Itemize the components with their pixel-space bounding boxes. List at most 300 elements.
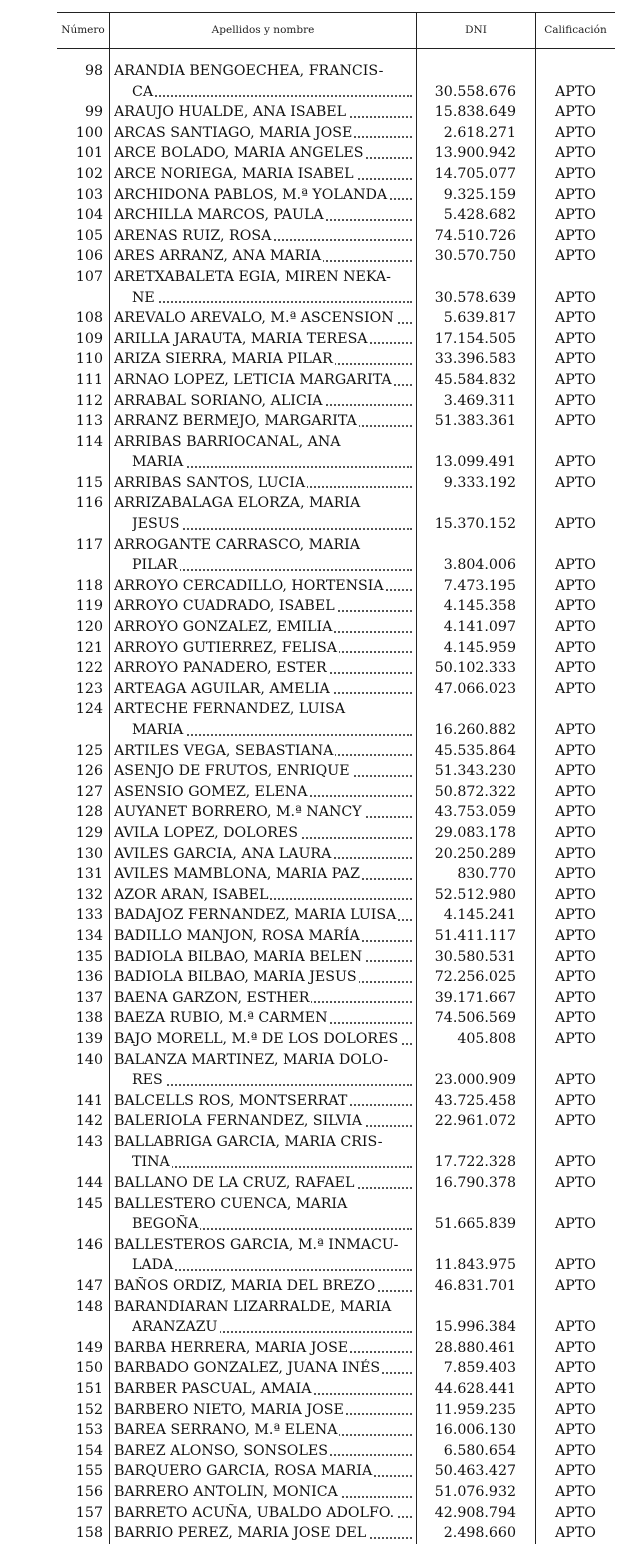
row-number: 150 <box>75 1360 103 1377</box>
name-line <box>0 535 637 556</box>
dni-value: 5.639.817 <box>443 310 516 327</box>
person-name: TINA <box>132 1154 170 1171</box>
table-row <box>0 1091 637 1112</box>
dni-value: 4.145.241 <box>443 907 516 924</box>
table-row <box>0 205 637 226</box>
row-number: 110 <box>75 351 103 368</box>
dni-value: 51.665.839 <box>434 1216 516 1233</box>
calificacion-value: APTO <box>555 227 596 244</box>
row-number: 106 <box>75 248 103 265</box>
dni-value: 23.000.909 <box>434 1072 516 1089</box>
table-row <box>0 1523 637 1544</box>
calificacion-value: APTO <box>555 207 596 224</box>
person-name: ARRIBAS SANTOS, LUCIA <box>114 474 306 491</box>
dni-value: 16.260.882 <box>434 722 516 738</box>
row-number: 151 <box>75 1381 103 1397</box>
table-row <box>0 864 637 885</box>
row-number: 140 <box>75 1051 103 1068</box>
person-name: ARCE BOLADO, MARIA ANGELES <box>114 145 364 162</box>
row-number: 141 <box>75 1092 103 1109</box>
row-number: 152 <box>75 1401 103 1418</box>
table-row <box>0 164 637 185</box>
person-name: ARRANZ BERMEJO, MARGARITA <box>114 413 357 430</box>
person-name: AVILES GARCIA, ANA LAURA <box>114 845 332 862</box>
table-row <box>0 1482 637 1503</box>
dni-value: 72.256.025 <box>434 969 516 986</box>
name-line <box>0 61 637 82</box>
row-number: 149 <box>75 1339 103 1356</box>
person-name: AUYANET BORRERO, M.ª NANCY <box>114 804 362 821</box>
dot-leader <box>132 301 412 303</box>
person-name: ARROYO GUTIERREZ, FELISA <box>114 639 338 656</box>
person-name: LADA <box>132 1257 174 1274</box>
table-row <box>0 102 637 123</box>
row-number: 115 <box>75 474 103 491</box>
row-number: 127 <box>75 783 103 800</box>
table-row <box>0 1050 637 1091</box>
calificacion-value: APTO <box>555 577 596 594</box>
row-number: 109 <box>75 330 103 347</box>
dni-value: 11.959.235 <box>434 1401 516 1418</box>
person-name: BARRERO ANTOLIN, MONICA <box>114 1483 338 1500</box>
calificacion-value: APTO <box>555 742 596 759</box>
table-row <box>0 1276 637 1297</box>
dot-leader <box>132 95 412 97</box>
row-number: 98 <box>84 63 103 79</box>
calificacion-value: APTO <box>555 1483 596 1500</box>
calificacion-value: APTO <box>555 557 596 574</box>
calificacion-value: APTO <box>555 763 596 780</box>
dni-value: 6.580.654 <box>443 1442 516 1459</box>
calificacion-value: APTO <box>555 330 596 347</box>
person-name: ARCHILLA MARCOS, PAULA <box>114 207 324 224</box>
table-row <box>0 576 637 597</box>
person-name: ARILLA JARAUTA, MARIA TERESA <box>114 330 368 347</box>
calificacion-value: APTO <box>555 1442 596 1459</box>
dni-value: 2.498.660 <box>443 1525 516 1542</box>
dni-value: 51.343.230 <box>434 763 516 780</box>
name-line <box>0 432 637 453</box>
table-row <box>0 1132 637 1173</box>
calificacion-value: APTO <box>555 145 596 162</box>
person-name: AVILA LOPEZ, DOLORES <box>114 824 298 841</box>
person-name: ARENAS RUIZ, ROSA <box>114 227 272 244</box>
person-name: ARTEAGA AGUILAR, AMELIA <box>114 680 330 697</box>
person-name: BADIOLA BILBAO, MARIA BELEN <box>114 948 363 965</box>
calificacion-value: APTO <box>555 1422 596 1439</box>
dni-value: 46.831.701 <box>434 1278 516 1295</box>
dni-value: 43.753.059 <box>434 804 516 821</box>
table-row <box>0 844 637 865</box>
dni-value: 11.843.975 <box>434 1257 516 1274</box>
person-name: ARROYO GONZALEZ, EMILIA <box>114 619 333 636</box>
person-name: ARAUJO HUALDE, ANA ISABEL <box>114 104 347 121</box>
row-number: 146 <box>75 1236 103 1253</box>
dni-value: 7.473.195 <box>443 577 516 594</box>
table-row <box>0 473 637 494</box>
header-calificacion: Calificación <box>544 24 607 36</box>
table-row <box>0 1400 637 1421</box>
calificacion-value: APTO <box>555 1072 596 1089</box>
calificacion-value: APTO <box>555 1113 596 1130</box>
dni-value: 33.396.583 <box>434 351 516 368</box>
row-number: 129 <box>75 824 103 841</box>
dni-value: 28.880.461 <box>434 1339 516 1356</box>
table-row <box>0 1111 637 1132</box>
person-name: MARIA <box>132 454 184 471</box>
person-name: BAÑOS ORDIZ, MARIA DEL BREZO <box>114 1278 376 1295</box>
table-row <box>0 638 637 659</box>
dni-value: 44.628.441 <box>434 1381 516 1397</box>
person-name: BEGOÑA <box>132 1216 199 1233</box>
person-name: AVILES MAMBLONA, MARIA PAZ <box>114 866 361 883</box>
dni-value: 7.859.403 <box>443 1360 516 1377</box>
name-line <box>0 699 637 720</box>
calificacion-value: APTO <box>555 1216 596 1233</box>
dni-value: 51.383.361 <box>434 413 516 430</box>
dni-value: 405.808 <box>457 1030 516 1047</box>
table-row <box>0 493 637 534</box>
dni-value: 50.463.427 <box>434 1463 516 1480</box>
person-name: ARRABAL SORIANO, ALICIA <box>114 392 323 409</box>
row-number: 134 <box>75 927 103 944</box>
dni-value: 51.411.117 <box>434 927 516 944</box>
row-number: 113 <box>75 413 103 430</box>
person-name: ARRIZABALAGA ELORZA, MARIA <box>114 495 361 512</box>
person-name: RES <box>132 1072 163 1089</box>
calificacion-value: APTO <box>555 516 596 533</box>
person-name: BARQUERO GARCIA, ROSA MARIA <box>114 1463 373 1480</box>
calificacion-value: APTO <box>555 310 596 327</box>
dni-value: 22.961.072 <box>434 1113 516 1130</box>
person-name: ARTECHE FERNANDEZ, LUISA <box>114 701 346 718</box>
table-row <box>0 1029 637 1050</box>
dni-value: 39.171.667 <box>434 989 516 1006</box>
table-row <box>0 596 637 617</box>
calificacion-value: APTO <box>555 289 596 306</box>
calificacion-value: APTO <box>555 371 596 388</box>
calificacion-value: APTO <box>555 413 596 430</box>
row-number: 136 <box>75 969 103 986</box>
person-name: BARRIO PEREZ, MARIA JOSE DEL <box>114 1525 367 1542</box>
calificacion-value: APTO <box>555 1010 596 1027</box>
person-name: PILAR <box>132 557 178 574</box>
dni-value: 50.872.322 <box>434 783 516 800</box>
calificacion-value: APTO <box>555 1092 596 1109</box>
table-row <box>0 1194 637 1235</box>
name-line <box>0 1132 637 1153</box>
row-number: 131 <box>75 866 103 883</box>
table-row <box>0 679 637 700</box>
row-number: 119 <box>75 598 103 615</box>
calificacion-value: APTO <box>555 969 596 986</box>
calificacion-value: APTO <box>555 598 596 615</box>
person-name: BADAJOZ FERNANDEZ, MARIA LUISA <box>114 907 397 924</box>
table-row <box>0 823 637 844</box>
table-row <box>0 432 637 473</box>
table-row <box>0 226 637 247</box>
table-row <box>0 617 637 638</box>
person-name: BALLESTERO CUENCA, MARIA <box>114 1195 348 1212</box>
row-number: 135 <box>75 948 103 965</box>
calificacion-value: APTO <box>555 783 596 800</box>
table-row <box>0 246 637 267</box>
row-number: 99 <box>84 104 103 121</box>
row-number: 143 <box>75 1133 103 1150</box>
calificacion-value: APTO <box>555 1360 596 1377</box>
dni-value: 14.705.077 <box>434 165 516 182</box>
calificacion-value: APTO <box>555 845 596 862</box>
person-name: ASENJO DE FRUTOS, ENRIQUE <box>114 763 350 780</box>
person-name: BALANZA MARTINEZ, MARIA DOLO- <box>114 1051 389 1068</box>
dni-value: 5.428.682 <box>443 207 516 224</box>
person-name: BALCELLS ROS, MONTSERRAT <box>114 1092 348 1109</box>
row-number: 125 <box>75 742 103 759</box>
table-row <box>0 1358 637 1379</box>
calificacion-value: APTO <box>555 639 596 656</box>
row-number: 156 <box>75 1483 103 1500</box>
calificacion-value: APTO <box>555 680 596 697</box>
calificacion-value: APTO <box>555 804 596 821</box>
table-row <box>0 699 637 740</box>
row-number: 104 <box>75 207 103 224</box>
person-name: AREVALO AREVALO, M.ª ASCENSION <box>114 310 394 327</box>
row-number: 153 <box>75 1422 103 1439</box>
person-name: BALLANO DE LA CRUZ, RAFAEL <box>114 1175 355 1192</box>
calificacion-value: APTO <box>555 619 596 636</box>
dni-value: 15.996.384 <box>434 1319 516 1336</box>
table-row <box>0 308 637 329</box>
calificacion-value: APTO <box>555 1154 596 1171</box>
calificacion-value: APTO <box>555 1030 596 1047</box>
person-name: ARANDIA BENGOECHEA, FRANCIS- <box>114 63 384 79</box>
table-row <box>0 349 637 370</box>
person-name: CA <box>132 83 154 100</box>
table-row <box>0 802 637 823</box>
name-line <box>0 267 637 288</box>
person-name: BARBERO NIETO, MARIA JOSE <box>114 1401 344 1418</box>
person-name: ARCE NORIEGA, MARIA ISABEL <box>114 165 354 182</box>
dni-value: 15.838.649 <box>434 104 516 121</box>
row-number: 139 <box>75 1030 103 1047</box>
dni-value: 74.510.726 <box>434 227 516 244</box>
dni-value: 30.580.531 <box>434 948 516 965</box>
person-name: BARBA HERRERA, MARIA JOSE <box>114 1339 349 1356</box>
table-row <box>0 267 637 308</box>
table-row <box>0 1441 637 1462</box>
header-apellidos-nombre: Apellidos y nombre <box>211 24 315 36</box>
dni-value: 47.066.023 <box>434 680 516 697</box>
dni-value: 16.790.378 <box>434 1175 516 1192</box>
row-number: 144 <box>75 1175 103 1192</box>
row-number: 124 <box>75 701 103 718</box>
row-number: 145 <box>75 1195 103 1212</box>
row-number: 158 <box>75 1525 103 1542</box>
row-number: 102 <box>75 165 103 182</box>
calificacion-value: APTO <box>555 1401 596 1418</box>
dni-value: 17.154.505 <box>434 330 516 347</box>
person-name: ARROYO CERCADILLO, HORTENSIA <box>114 577 384 594</box>
table-row <box>0 1461 637 1482</box>
dni-value: 13.099.491 <box>434 454 516 471</box>
table-row <box>0 185 637 206</box>
table-row <box>0 1173 637 1194</box>
row-number: 126 <box>75 763 103 780</box>
row-number: 157 <box>75 1504 103 1521</box>
person-name: BALLABRIGA GARCIA, MARIA CRIS- <box>114 1133 383 1150</box>
table-row <box>0 61 637 102</box>
person-name: BAREA SERRANO, M.ª ELENA <box>114 1422 338 1439</box>
dni-value: 16.006.130 <box>434 1422 516 1439</box>
person-name: BAENA GARZON, ESTHER <box>114 989 310 1006</box>
calificacion-value: APTO <box>555 248 596 265</box>
row-number: 117 <box>75 536 103 553</box>
name-line <box>0 1194 637 1215</box>
calificacion-value: APTO <box>555 83 596 100</box>
dni-value: 29.083.178 <box>434 824 516 841</box>
person-name: BARRETO ACUÑA, UBALDO ADOLFO. <box>114 1504 395 1521</box>
table-row <box>0 905 637 926</box>
row-number: 128 <box>75 804 103 821</box>
header-dni: DNI <box>465 24 487 36</box>
row-number: 132 <box>75 886 103 903</box>
dni-value: 50.102.333 <box>434 660 516 677</box>
calificacion-value: APTO <box>555 392 596 409</box>
dni-value: 30.578.639 <box>434 289 516 306</box>
name-line <box>0 1235 637 1256</box>
person-name: ARES ARRANZ, ANA MARIA <box>114 248 322 265</box>
person-name: BARANDIARAN LIZARRALDE, MARIA <box>114 1298 392 1315</box>
table-header-rule <box>57 48 615 49</box>
table-row <box>0 658 637 679</box>
dni-value: 45.535.864 <box>434 742 516 759</box>
person-name: BAEZA RUBIO, M.ª CARMEN <box>114 1010 328 1027</box>
calificacion-value: APTO <box>555 1381 596 1397</box>
dni-value: 42.908.794 <box>434 1504 516 1521</box>
table-row <box>0 761 637 782</box>
calificacion-value: APTO <box>555 989 596 1006</box>
dni-value: 4.145.358 <box>443 598 516 615</box>
dni-value: 2.618.271 <box>443 124 516 141</box>
dni-value: 52.512.980 <box>434 886 516 903</box>
table-row <box>0 782 637 803</box>
dni-value: 45.584.832 <box>434 371 516 388</box>
row-number: 123 <box>75 680 103 697</box>
person-name: BARBER PASCUAL, AMAIA <box>114 1381 312 1397</box>
dni-value: 4.141.097 <box>443 619 516 636</box>
dni-value: 51.076.932 <box>434 1483 516 1500</box>
row-number: 121 <box>75 639 103 656</box>
table-row <box>0 1420 637 1441</box>
person-name: ARCHIDONA PABLOS, M.ª YOLANDA <box>114 186 388 203</box>
calificacion-value: APTO <box>555 474 596 491</box>
person-name: ASENSIO GOMEZ, ELENA <box>114 783 308 800</box>
calificacion-value: APTO <box>555 1463 596 1480</box>
table-row <box>0 391 637 412</box>
row-number: 111 <box>75 371 103 388</box>
row-number: 147 <box>75 1278 103 1295</box>
row-number: 107 <box>75 268 103 285</box>
calificacion-value: APTO <box>555 1504 596 1521</box>
person-name: ARNAO LOPEZ, LETICIA MARGARITA <box>114 371 392 388</box>
calificacion-value: APTO <box>555 660 596 677</box>
calificacion-value: APTO <box>555 907 596 924</box>
table-row <box>0 370 637 391</box>
calificacion-value: APTO <box>555 722 596 738</box>
row-number: 122 <box>75 660 103 677</box>
table-row <box>0 411 637 432</box>
calificacion-value: APTO <box>555 1278 596 1295</box>
calificacion-value: APTO <box>555 1319 596 1336</box>
person-name: ARROGANTE CARRASCO, MARIA <box>114 536 360 553</box>
table-row <box>0 967 637 988</box>
dni-value: 20.250.289 <box>434 845 516 862</box>
calificacion-value: APTO <box>555 351 596 368</box>
person-name: ARTILES VEGA, SEBASTIANA <box>114 742 334 759</box>
dni-value: 3.469.311 <box>443 392 516 409</box>
calificacion-value: APTO <box>555 927 596 944</box>
name-line <box>0 493 637 514</box>
calificacion-value: APTO <box>555 165 596 182</box>
person-name: ARIZA SIERRA, MARIA PILAR <box>114 351 333 368</box>
dni-value: 4.145.959 <box>443 639 516 656</box>
row-number: 137 <box>75 989 103 1006</box>
person-name: BARBADO GONZALEZ, JUANA INÉS <box>114 1360 381 1377</box>
person-name: BALLESTEROS GARCIA, M.ª INMACU- <box>114 1236 399 1253</box>
calificacion-value: APTO <box>555 454 596 471</box>
table-body <box>0 61 637 1544</box>
row-number: 103 <box>75 186 103 203</box>
row-number: 155 <box>75 1463 103 1480</box>
row-number: 101 <box>75 145 103 162</box>
table-row <box>0 885 637 906</box>
dni-value: 15.370.152 <box>434 516 516 533</box>
table-row <box>0 1338 637 1359</box>
name-line <box>0 1297 637 1318</box>
dot-leader <box>132 1166 412 1168</box>
header-numero: Número <box>61 24 105 36</box>
calificacion-value: APTO <box>555 1175 596 1192</box>
person-name: BALERIOLA FERNANDEZ, SILVIA <box>114 1113 363 1130</box>
row-number: 112 <box>75 392 103 409</box>
table-row <box>0 988 637 1009</box>
table-row <box>0 1379 637 1400</box>
table-row <box>0 535 637 576</box>
person-name: ARROYO PANADERO, ESTER <box>114 660 327 677</box>
table-row <box>0 123 637 144</box>
person-name: ARCAS SANTIAGO, MARIA JOSE <box>114 124 353 141</box>
person-name: MARIA <box>132 722 184 738</box>
dni-value: 17.722.328 <box>434 1154 516 1171</box>
calificacion-value: APTO <box>555 1257 596 1274</box>
dni-value: 30.558.676 <box>434 83 516 100</box>
table-row <box>0 947 637 968</box>
person-name: NE <box>132 289 155 306</box>
calificacion-value: APTO <box>555 886 596 903</box>
calificacion-value: APTO <box>555 824 596 841</box>
person-name: ARANZAZU <box>132 1319 218 1336</box>
row-number: 108 <box>75 310 103 327</box>
person-name: JESUS <box>132 516 180 533</box>
row-number: 114 <box>75 433 103 450</box>
row-number: 118 <box>75 577 103 594</box>
table-row <box>0 741 637 762</box>
dni-value: 13.900.942 <box>434 145 516 162</box>
row-number: 116 <box>75 495 103 512</box>
table-row <box>0 329 637 350</box>
dni-value: 830.770 <box>457 866 516 883</box>
calificacion-value: APTO <box>555 948 596 965</box>
